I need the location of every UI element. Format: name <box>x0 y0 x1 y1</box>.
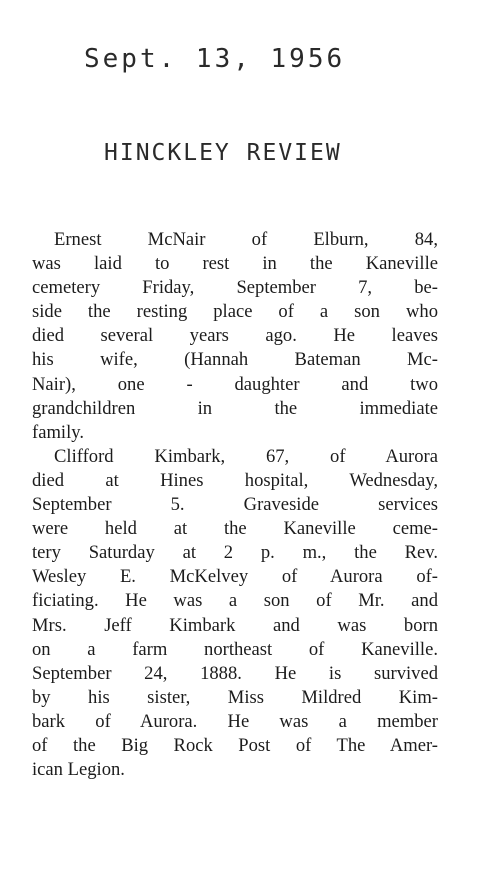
article-line: Clifford Kimbark, 67, of Aurora <box>54 445 438 467</box>
paragraph-kimbark <box>32 445 438 782</box>
article-line: cemetery Friday, September 7, be- <box>32 277 438 299</box>
article-line: Wesley E. McKelvey of Aurora of- <box>32 566 438 588</box>
article-line: tery Saturday at 2 p. m., the Rev. <box>32 542 438 564</box>
article-line: died several years ago. He leaves <box>32 325 438 347</box>
clipping-date: Sept. 13, 1956 <box>84 44 346 74</box>
article-line: side the resting place of a son who <box>32 301 438 323</box>
article-line: family. <box>32 421 84 443</box>
newspaper-name: HINCKLEY REVIEW <box>104 140 342 166</box>
article-line: September 24, 1888. He is survived <box>32 662 438 684</box>
article-line: on a farm northeast of Kaneville. <box>32 638 438 660</box>
article-line: bark of Aurora. He was a member <box>32 710 438 732</box>
article-line: were held at the Kaneville ceme- <box>32 518 438 540</box>
article-line: of the Big Rock Post of The Amer- <box>32 734 438 756</box>
article-line: Nair), one - daughter and two <box>32 373 438 395</box>
article-line: ficiating. He was a son of Mr. and <box>32 590 438 612</box>
article-line: Ernest McNair of Elburn, 84, <box>54 229 438 250</box>
article-line: Mrs. Jeff Kimbark and was born <box>32 614 438 636</box>
article-line: died at Hines hospital, Wednesday, <box>32 469 438 491</box>
article-line: September 5. Graveside services <box>32 494 438 516</box>
article-line: was laid to rest in the Kaneville <box>32 253 438 275</box>
article-line: ican Legion. <box>32 759 125 781</box>
article-line: by his sister, Miss Mildred Kim- <box>32 686 438 708</box>
paragraph-mcnair <box>32 228 438 445</box>
obituary-article <box>32 228 438 782</box>
article-line: his wife, (Hannah Bateman Mc- <box>32 349 438 371</box>
article-line: grandchildren in the immediate <box>32 397 438 419</box>
